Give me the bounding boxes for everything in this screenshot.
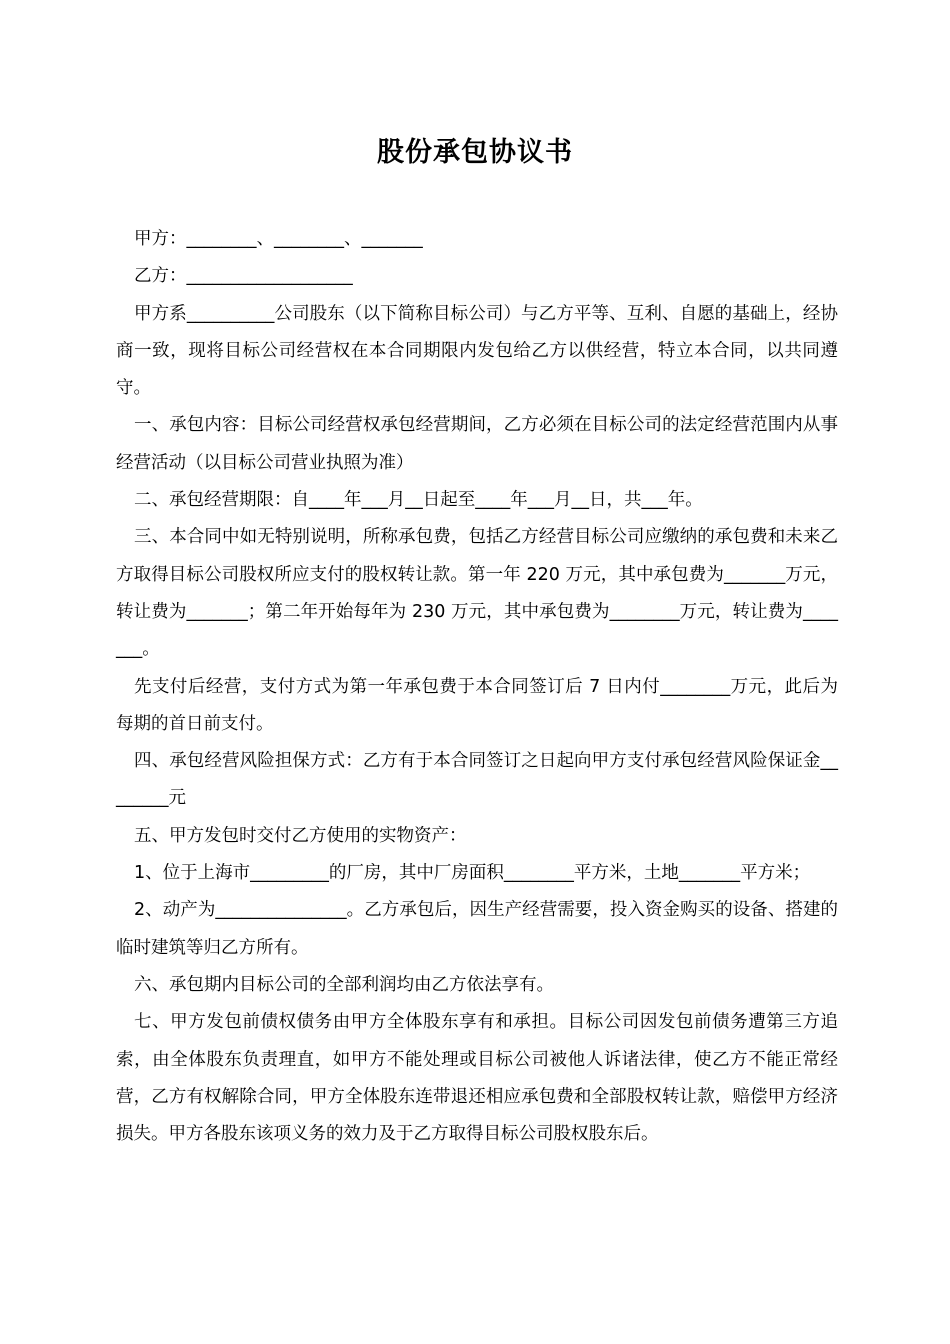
clause-2-term: 二、承包经营期限：自____年___月__日起至____年___月__日，共___年。 (134, 490, 703, 511)
clause-1-scope: 一、承包内容：目标公司经营权承包经营期间，乙方必须在目标公司的法定经营范围内从事经营活动（以目标公司营业执照为准） (116, 415, 838, 473)
clause-3-payment: 先支付后经营，支付方式为第一年承包费于本合同签订后 7 日内付________万元，此后为每期的首日前支付。 (116, 676, 838, 734)
clause-3-fees: 三、本合同中如无特别说明，所称承包费，包括乙方经营目标公司应缴纳的承包费和未来乙方取得目标公司股权所应支付的股权转让款。第一年 220 万元，其中承包费为_______万元，转让费为_______；第二年开始每年为 230 万元，其中承包费为________万元，转让费为_______。 (116, 527, 838, 660)
document-body (116, 221, 838, 1153)
clause-5-item-2: 2、动产为_______________。乙方承包后，因生产经营需要，投入资金购买的设备、搭建的临时建筑等归乙方所有。 (116, 900, 838, 958)
clause-5-assets: 五、甲方发包时交付乙方使用的实物资产： (134, 825, 467, 846)
clause-6-profits: 六、承包期内目标公司的全部利润均由乙方依法享有。 (134, 974, 554, 995)
clause-4-guarantee: 四、承包经营风险担保方式：乙方有于本合同签订之日起向甲方支付承包经营风险保证金________元 (116, 751, 838, 809)
clause-7-debts: 七、甲方发包前债权债务由甲方全体股东享有和承担。目标公司因发包前债务遭第三方追索，由全体股东负责理直，如甲方不能处理或目标公司被他人诉诸法律，使乙方不能正常经营，乙方有权解除合同，甲方全体股东连带退还相应承包费和全部股权转让款，赔偿甲方经济损失。甲方各股东该项义务的效力及于乙方取得目标公司股权股东后。 (116, 1012, 838, 1145)
clause-5-item-1: 1、位于上海市_________的厂房，其中厂房面积________平方米，土地_______平方米； (134, 863, 811, 884)
party-b-line: 乙方：___________________ (134, 266, 353, 287)
party-a-line: 甲方：________、________、_______ (134, 229, 423, 249)
preamble-paragraph: 甲方系__________公司股东（以下简称目标公司）与乙方平等、互利、自愿的基础上，经协商一致，现将目标公司经营权在本合同期限内发包给乙方以供经营，特立本合同，以共同遵守。 (116, 303, 838, 399)
document-title: 股份承包协议书 (377, 137, 573, 168)
